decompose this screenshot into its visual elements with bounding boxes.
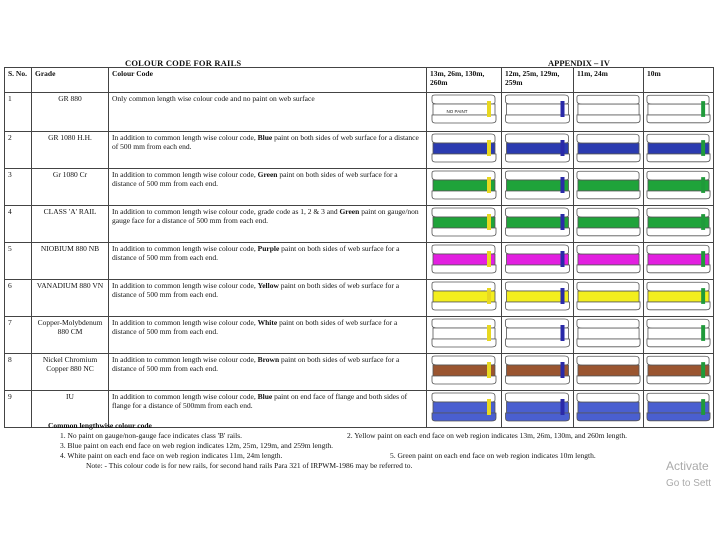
rail-web (578, 217, 639, 228)
end-face-mark (487, 140, 491, 156)
rail-diagram (427, 169, 501, 203)
rail-web (507, 328, 569, 339)
row-grade: NIOBIUM 880 NB (32, 243, 109, 280)
row-grade: IU (32, 391, 109, 428)
rail-diagram (502, 169, 573, 203)
rail-diagram (644, 206, 713, 240)
rail-head (506, 134, 569, 143)
rail-cell (574, 169, 644, 206)
table-row (5, 317, 714, 354)
row-grade: GR 880 (32, 93, 109, 132)
row-grade: CLASS 'A' RAIL (32, 206, 109, 243)
rail-head (506, 393, 569, 402)
rail-web (507, 180, 569, 191)
rail-head (506, 319, 569, 328)
rail-diagram (502, 354, 573, 388)
end-face-mark (487, 399, 491, 415)
end-face-mark (561, 101, 565, 117)
row-colour-code: Only common length wise colour code and no paint on web surface (109, 93, 427, 132)
colour-word: Green (339, 207, 360, 216)
rail-diagram (644, 354, 713, 388)
rail-web (578, 328, 639, 339)
row-grade: Copper-Molybdenum 880 CM (32, 317, 109, 354)
col-sno: S. No. (5, 68, 32, 93)
rail-head (506, 282, 569, 291)
rail-cell (574, 354, 644, 391)
col-length-13m: 13m, 26m, 130m, 260m (427, 68, 502, 93)
row-sno: 3 (5, 169, 32, 206)
rail-cell (427, 132, 502, 169)
row-sno: 4 (5, 206, 32, 243)
rail-cell (644, 132, 714, 169)
row-sno: 7 (5, 317, 32, 354)
rail-diagram (502, 206, 573, 240)
rail-web (507, 104, 569, 115)
rail-web (433, 365, 495, 376)
row-colour-code: In addition to common length wise colour code, White paint on both sides of web surface for a distance of 500 mm from each end. (109, 317, 427, 354)
table-row (5, 280, 714, 317)
rail-web (578, 104, 639, 115)
row-sno: 8 (5, 354, 32, 391)
note-2: 2. Yellow paint on each end face on web region indicates 13m, 26m, 130m, and 260m length. (347, 431, 627, 440)
rail-foot (647, 339, 710, 347)
rail-head (577, 393, 639, 402)
rail-web (433, 180, 495, 191)
rail-foot (577, 191, 640, 199)
table-row (5, 169, 714, 206)
rail-foot (647, 228, 710, 236)
rail-web (648, 291, 709, 302)
end-face-mark (701, 288, 705, 304)
end-face-mark (701, 101, 705, 117)
rail-web (648, 143, 709, 154)
rail-diagram (574, 206, 643, 240)
end-face-mark (487, 214, 491, 230)
rail-cell (427, 206, 502, 243)
end-face-mark (487, 101, 491, 117)
row-colour-code: In addition to common length wise colour code, Purple paint on both sides of web surface for a distance of 500 mm from each end. (109, 243, 427, 280)
rail-diagram (644, 317, 713, 351)
rail-cell (574, 206, 644, 243)
rail-cell (574, 243, 644, 280)
rail-head (506, 171, 569, 180)
rail-cell (502, 243, 574, 280)
watermark-line-2: Go to Sett (666, 478, 712, 489)
rail-foot (647, 376, 710, 384)
row-colour-code: In addition to common length wise colour code, Brown paint on both sides of web surface for a distance of 500 mm from each end. (109, 354, 427, 391)
rail-head (647, 171, 709, 180)
end-face-mark (487, 325, 491, 341)
rail-head (647, 95, 709, 104)
rail-web (507, 217, 569, 228)
table-row (5, 132, 714, 169)
colour-word: Green (257, 170, 278, 179)
rail-web (507, 143, 569, 154)
row-sno: 1 (5, 93, 32, 132)
rail-cell (427, 280, 502, 317)
row-grade: Nickel Chromium Copper 880 NC (32, 354, 109, 391)
rail-cell (427, 169, 502, 206)
rail-foot (432, 115, 496, 123)
rail-diagram (427, 391, 501, 425)
note-5: 5. Green paint on each end face on web region indicates 10m length. (390, 451, 596, 460)
rail-head (506, 356, 569, 365)
rail-head (577, 171, 639, 180)
activation-watermark (666, 458, 711, 492)
rail-head (432, 319, 495, 328)
row-sno: 2 (5, 132, 32, 169)
rail-diagram (574, 93, 643, 127)
rail-web (507, 402, 569, 413)
rail-head (432, 245, 495, 254)
rail-foot (647, 115, 710, 123)
end-face-mark (561, 177, 565, 193)
row-colour-code: In addition to common length wise colour code, Blue paint on both sides of web surface for a distance of 500 mm from each end. (109, 132, 427, 169)
rail-head (577, 282, 639, 291)
rail-cell (574, 317, 644, 354)
colour-word: White (257, 318, 278, 327)
footer-notes (20, 421, 710, 471)
rail-cell (502, 354, 574, 391)
rail-cell (502, 169, 574, 206)
colour-word: Yellow (257, 281, 279, 290)
rail-web (578, 291, 639, 302)
rail-web (578, 402, 639, 413)
rail-head (577, 356, 639, 365)
rail-cell (502, 93, 574, 132)
rail-web (648, 402, 709, 413)
end-face-mark (701, 325, 705, 341)
rail-head (432, 95, 495, 104)
rail-foot (506, 339, 570, 347)
rail-foot (506, 265, 570, 273)
rail-diagram (502, 391, 573, 425)
end-face-mark (561, 399, 565, 415)
rail-head (577, 245, 639, 254)
document-title: COLOUR CODE FOR RAILS (125, 58, 242, 68)
col-colour-code: Colour Code (109, 68, 427, 93)
col-length-11m: 11m, 24m (574, 68, 644, 93)
footer-heading: Common lengthwise colour code (48, 421, 152, 430)
row-colour-code: In addition to common length wise colour code, Blue paint on end face of flange and both sides of flange for a distance of 500mm from each end. (109, 391, 427, 428)
table-row (5, 93, 714, 132)
note-6: Note: - This colour code is for new rails, for second hand rails Para 321 of IRPWM-1986 may be referred to. (86, 461, 413, 470)
table-body (5, 93, 714, 428)
rail-diagram (644, 243, 713, 277)
rail-cell (502, 206, 574, 243)
rail-diagram (644, 169, 713, 203)
colour-word: Blue (257, 133, 273, 142)
row-grade: Gr 1080 Cr (32, 169, 109, 206)
row-colour-code: In addition to common length wise colour code, Yellow paint on both sides of web surface for a distance of 500 mm from each end. (109, 280, 427, 317)
end-face-mark (487, 177, 491, 193)
rail-foot (647, 191, 710, 199)
rail-foot (577, 413, 640, 421)
rail-web (648, 104, 709, 115)
rail-head (432, 208, 495, 217)
col-length-12m: 12m, 25m, 129m, 259m (502, 68, 574, 93)
rail-cell (644, 243, 714, 280)
rail-web (648, 217, 709, 228)
rail-web (507, 291, 569, 302)
rail-web (578, 180, 639, 191)
rail-head (577, 319, 639, 328)
colour-word: Brown (257, 355, 280, 364)
end-face-mark (561, 288, 565, 304)
colour-word: Purple (257, 244, 280, 253)
rail-web (648, 328, 709, 339)
end-face-mark (701, 214, 705, 230)
row-colour-code: In addition to common length wise colour code, Green paint on both sides of web surface for a distance of 500 mm from each end. (109, 169, 427, 206)
rail-foot (577, 302, 640, 310)
rail-cell (427, 93, 502, 132)
rail-head (432, 356, 495, 365)
rail-head (432, 134, 495, 143)
rail-diagram (502, 93, 573, 127)
rail-diagram (574, 391, 643, 425)
rail-diagram (502, 317, 573, 351)
rail-foot (577, 115, 640, 123)
rail-head (506, 245, 569, 254)
rail-web (433, 254, 495, 265)
rail-diagram (427, 243, 501, 277)
rail-head (647, 356, 709, 365)
end-face-mark (701, 140, 705, 156)
end-face-mark (487, 251, 491, 267)
rail-foot (506, 376, 570, 384)
rail-foot (432, 191, 496, 199)
end-face-mark (561, 362, 565, 378)
rail-cell (644, 169, 714, 206)
no-paint-label: NO PAINT (446, 109, 468, 114)
col-length-10m: 10m (644, 68, 714, 93)
rail-cell (502, 317, 574, 354)
rail-diagram (644, 280, 713, 314)
rail-cell (574, 132, 644, 169)
rail-foot (647, 154, 710, 162)
rail-cell (427, 243, 502, 280)
rail-head (432, 282, 495, 291)
rail-foot (506, 413, 570, 421)
rail-diagram (427, 206, 501, 240)
rail-foot (577, 265, 640, 273)
rail-web (648, 254, 709, 265)
rail-head (577, 134, 639, 143)
rail-diagram (574, 354, 643, 388)
rail-diagram (502, 243, 573, 277)
rail-diagram (502, 132, 573, 166)
rail-diagram (574, 132, 643, 166)
rail-cell (644, 206, 714, 243)
rail-head (577, 95, 639, 104)
rail-web (433, 328, 495, 339)
rail-foot (432, 413, 496, 421)
rail-head (432, 171, 495, 180)
rail-head (647, 134, 709, 143)
rail-web (507, 254, 569, 265)
rail-diagram (574, 317, 643, 351)
rail-diagram (427, 93, 501, 127)
rail-diagram (644, 391, 713, 425)
rail-cell (574, 93, 644, 132)
row-grade: GR 1080 H.H. (32, 132, 109, 169)
rail-web (578, 143, 639, 154)
rail-cell (502, 280, 574, 317)
rail-cell (644, 280, 714, 317)
rail-foot (647, 302, 710, 310)
rail-cell (574, 280, 644, 317)
rail-foot (432, 228, 496, 236)
rail-web (648, 180, 709, 191)
rail-diagram (574, 280, 643, 314)
watermark-line-1: Activate (666, 459, 709, 473)
rail-head (647, 282, 709, 291)
rail-foot (432, 154, 496, 162)
rail-foot (506, 191, 570, 199)
end-face-mark (561, 140, 565, 156)
rail-web (507, 365, 569, 376)
rail-foot (506, 302, 570, 310)
note-3: 3. Blue paint on each end face on web region indicates 12m, 25m, 129m, and 259m length. (60, 441, 334, 450)
rail-diagram (427, 317, 501, 351)
rail-head (432, 393, 495, 402)
colour-code-table (4, 67, 714, 428)
rail-foot (577, 376, 640, 384)
rail-cell (427, 354, 502, 391)
rail-web (433, 402, 495, 413)
rail-diagram (644, 132, 713, 166)
rail-head (506, 95, 569, 104)
rail-foot (647, 265, 710, 273)
end-face-mark (561, 214, 565, 230)
rail-foot (577, 228, 640, 236)
rail-foot (577, 154, 640, 162)
rail-diagram (427, 280, 501, 314)
rail-foot (432, 265, 496, 273)
end-face-mark (487, 362, 491, 378)
rail-cell (644, 354, 714, 391)
rail-foot (432, 302, 496, 310)
row-sno: 9 (5, 391, 32, 428)
rail-cell (644, 93, 714, 132)
rail-web (578, 254, 639, 265)
rail-web (433, 291, 495, 302)
rail-diagram (427, 354, 501, 388)
table-header-row (5, 68, 714, 93)
end-face-mark (701, 251, 705, 267)
table-row (5, 354, 714, 391)
rail-web (433, 217, 495, 228)
row-colour-code: In addition to common length wise colour code, grade code as 1, 2 & 3 and Green paint on gauge/non gauge face for a distance of 500 mm from each end. (109, 206, 427, 243)
rail-diagram (574, 169, 643, 203)
rail-foot (506, 115, 570, 123)
rail-diagram (644, 93, 713, 127)
rail-diagram (574, 243, 643, 277)
rail-head (647, 393, 709, 402)
table-row (5, 206, 714, 243)
note-1: 1. No paint on gauge/non-gauge face indicates class 'B' rails. (60, 431, 243, 440)
col-grade: Grade (32, 68, 109, 93)
colour-word: Blue (257, 392, 273, 401)
rail-head (647, 208, 709, 217)
rail-foot (506, 154, 570, 162)
row-grade: VANADIUM 880 VN (32, 280, 109, 317)
rail-foot (432, 376, 496, 384)
end-face-mark (561, 251, 565, 267)
rail-web (433, 143, 495, 154)
rail-foot (577, 339, 640, 347)
rail-head (647, 319, 709, 328)
rail-head (577, 208, 639, 217)
rail-foot (506, 228, 570, 236)
end-face-mark (701, 177, 705, 193)
rail-cell (427, 317, 502, 354)
rail-diagram (502, 280, 573, 314)
end-face-mark (487, 288, 491, 304)
rail-cell (644, 317, 714, 354)
rail-head (506, 208, 569, 217)
row-sno: 6 (5, 280, 32, 317)
rail-diagram (427, 132, 501, 166)
rail-foot (647, 413, 710, 421)
table-row (5, 243, 714, 280)
rail-web (648, 365, 709, 376)
end-face-mark (701, 399, 705, 415)
rail-web (578, 365, 639, 376)
rail-foot (432, 339, 496, 347)
end-face-mark (561, 325, 565, 341)
rail-cell (502, 132, 574, 169)
appendix-label: APPENDIX – IV (548, 58, 610, 68)
end-face-mark (701, 362, 705, 378)
row-sno: 5 (5, 243, 32, 280)
note-4: 4. White paint on each end face on web region indicates 11m, 24m length. (60, 451, 283, 460)
rail-head (647, 245, 709, 254)
